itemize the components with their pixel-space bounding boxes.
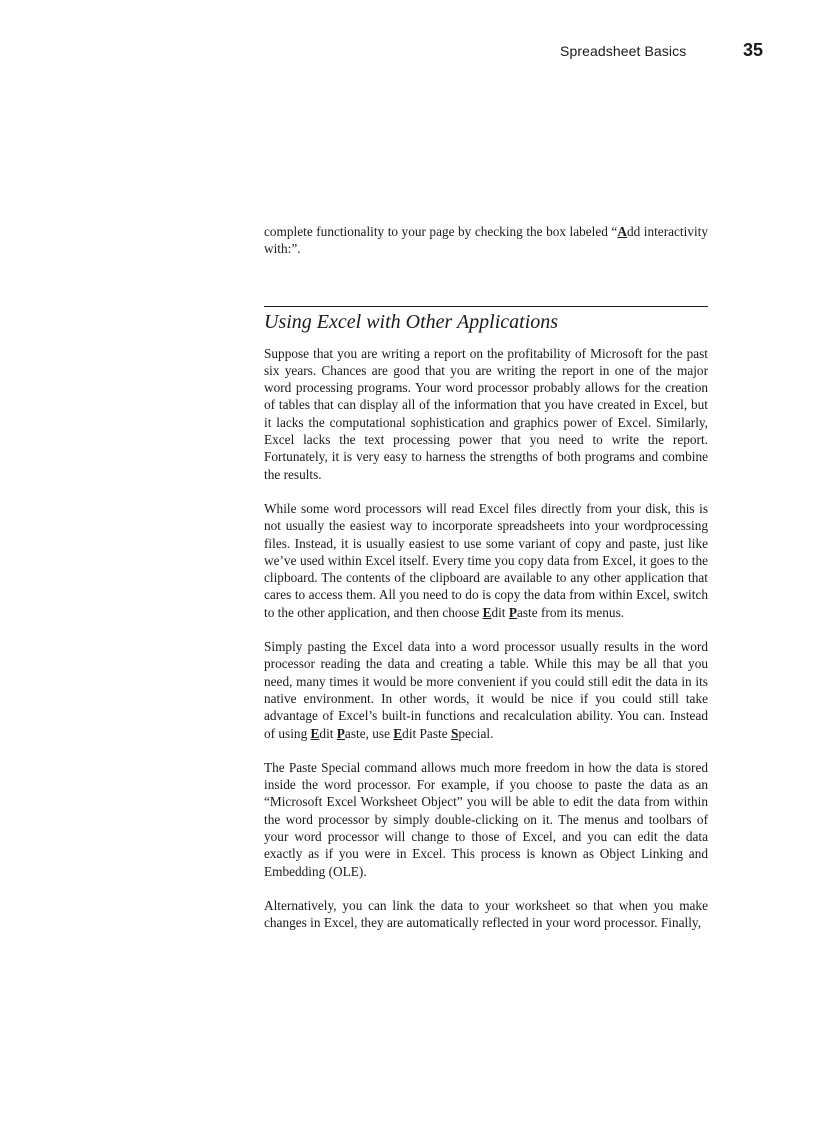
keyboard-accelerator: E bbox=[393, 725, 403, 741]
keyboard-accelerator: P bbox=[508, 604, 517, 620]
keyboard-accelerator: A bbox=[617, 224, 627, 239]
page-number: 35 bbox=[743, 40, 764, 60]
keyboard-accelerator: E bbox=[310, 725, 320, 741]
section-heading: Using Excel with Other Applications bbox=[264, 310, 559, 333]
body-paragraph: Suppose that you are writing a report on the profitability of Microsoft for the past six years. Chances are good that you are writing the report in one of the major word processing programs. Your word processor probably allows for the creation of tables that can display all of the information that you have created in Excel, but it lacks the computational sophistication and graphics power of Excel. Similarly, Excel lacks the text processing power that you need to write the report. Fortunately, it is very easy to harness the strengths of both programs and combine the results. bbox=[264, 345, 708, 482]
text-run: Simply pasting the Excel data into a word processor usually results in the word processor reading the data and creating a table. While this may be all that you need, many times it would be more convenient if you could still edit the data in its native environment. In other words, it would be nice if you could still take advantage of Excel’s built-in functions and recalculation ability. You can. Instead of using bbox=[264, 639, 708, 741]
text-run: aste, use bbox=[344, 725, 394, 741]
intro-paragraph bbox=[264, 223, 708, 258]
section-divider bbox=[264, 306, 708, 307]
body-paragraph bbox=[264, 500, 708, 621]
page-body bbox=[264, 223, 708, 932]
text-run: aste from its menus. bbox=[516, 604, 625, 620]
body-paragraph bbox=[264, 638, 708, 742]
text-run: pecial. bbox=[458, 725, 494, 741]
keyboard-accelerator: P bbox=[336, 725, 345, 741]
text-run: dit Paste bbox=[402, 725, 451, 741]
running-header-title: Spreadsheet Basics bbox=[560, 43, 687, 59]
text-run: complete functionality to your page by checking the box labeled “ bbox=[264, 224, 618, 239]
keyboard-accelerator: S bbox=[450, 725, 459, 741]
text-run: dit bbox=[319, 725, 337, 741]
body-paragraph: Alternatively, you can link the data to your worksheet so that when you make changes in Excel, they are automatically reflected in your word processor. Finally, bbox=[264, 897, 708, 931]
text-run: While some word processors will read Excel files directly from your disk, this is not usually the easiest way to incorporate spreadsheets into your wordprocessing files. Instead, it is usually easiest to use some variant of copy and paste, just like we’ve used within Excel itself. Every time you copy data from Excel, it goes to the clipboard. The contents of the clipboard are available to any other application that cares to access them. All you need to do is copy the data from within Excel, switch to the other application, and then choose bbox=[264, 500, 708, 620]
text-run: dd interactivity with:”. bbox=[264, 224, 709, 257]
text-run: dit bbox=[491, 604, 509, 620]
body-paragraph: The Paste Special command allows much more freedom in how the data is stored inside the word processor. For example, if you choose to paste the data as an “Microsoft Excel Worksheet Object” you will be able to edit the data from within the word processor by simply double-clicking on it. The menus and toolbars of your word processor will change to those of Excel, and you can edit the data exactly as if you were in Excel. This process is known as Object Linking and Embedding (OLE). bbox=[264, 759, 708, 879]
keyboard-accelerator: E bbox=[482, 604, 492, 620]
